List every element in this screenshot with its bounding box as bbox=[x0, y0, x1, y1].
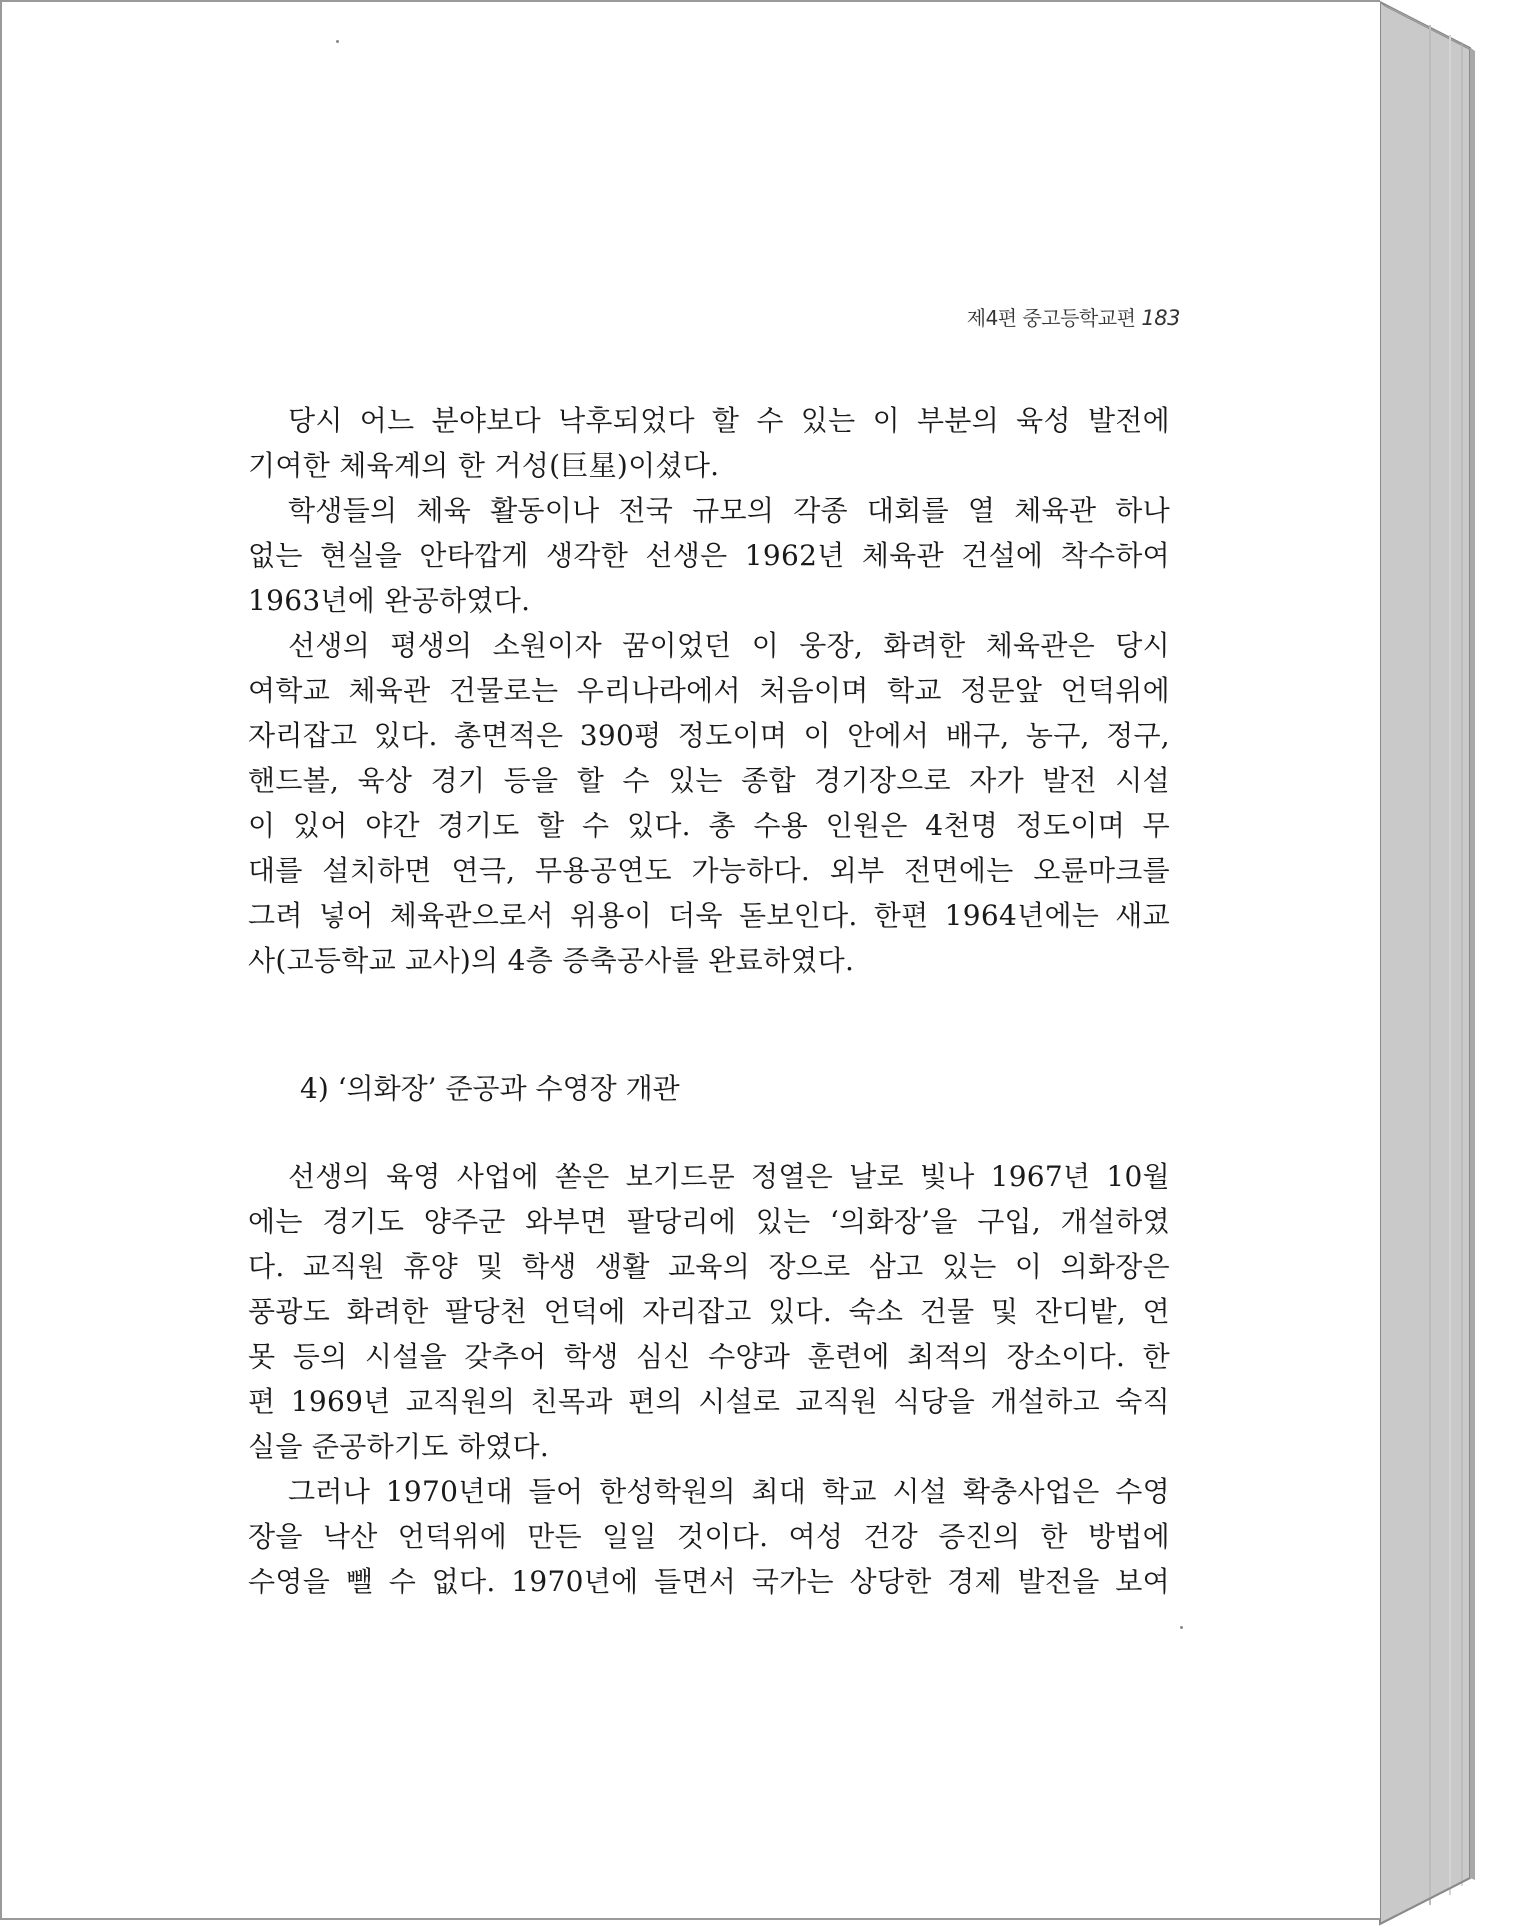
section-heading: 4) ‘의화장’ 준공과 수영장 개관 bbox=[300, 1072, 680, 1105]
text-line: 에는 경기도 양주군 와부면 팔당리에 있는 ‘의화장’을 구입, 개설하였 bbox=[248, 1205, 1170, 1238]
text-line: 그러나 1970년대 들어 한성학원의 최대 학교 시설 확충사업은 수영 bbox=[288, 1475, 1170, 1508]
text-line: 대를 설치하면 연극, 무용공연도 가능하다. 외부 전면에는 오륜마크를 bbox=[248, 854, 1170, 887]
text-line: 기여한 체육계의 한 거성(巨星)이셨다. bbox=[248, 449, 720, 482]
text-line: 핸드볼, 육상 경기 등을 할 수 있는 종합 경기장으로 자가 발전 시설 bbox=[248, 764, 1170, 797]
body-text-block-1 bbox=[248, 398, 1170, 983]
text-line: 1963년에 완공하였다. bbox=[248, 584, 531, 617]
text-line: 없는 현실을 안타깝게 생각한 선생은 1962년 체육관 건설에 착수하여 bbox=[248, 539, 1170, 572]
text-line: 그려 넣어 체육관으로서 위용이 더욱 돋보인다. 한편 1964년에는 새교 bbox=[248, 899, 1170, 932]
text-line: 실을 준공하기도 하였다. bbox=[248, 1430, 550, 1463]
running-title: 제4편 중고등학교편 bbox=[966, 306, 1136, 330]
text-line: 선생의 평생의 소원이자 꿈이었던 이 웅장, 화려한 체육관은 당시 bbox=[288, 629, 1170, 662]
text-line: 수영을 뺄 수 없다. 1970년에 들면서 국가는 상당한 경제 발전을 보여 bbox=[248, 1565, 1170, 1598]
body-text-block-2 bbox=[248, 1154, 1170, 1604]
text-line: 편 1969년 교직원의 친목과 편의 시설로 교직원 식당을 개설하고 숙직 bbox=[248, 1385, 1170, 1418]
text-line: 다. 교직원 휴양 및 학생 생활 교육의 장으로 삼고 있는 이 의화장은 bbox=[248, 1250, 1170, 1283]
text-line: 선생의 육영 사업에 쏟은 보기드문 정열은 날로 빛나 1967년 10월 bbox=[288, 1160, 1170, 1193]
scan-speck bbox=[336, 40, 339, 43]
text-line: 못 등의 시설을 갖추어 학생 심신 수양과 훈련에 최적의 장소이다. 한 bbox=[248, 1340, 1170, 1373]
text-line: 학생들의 체육 활동이나 전국 규모의 각종 대회를 열 체육관 하나 bbox=[288, 494, 1170, 527]
page-number: 183 bbox=[1141, 306, 1180, 330]
scan-speck bbox=[1180, 1626, 1183, 1629]
text-line: 자리잡고 있다. 총면적은 390평 정도이며 이 안에서 배구, 농구, 정구, bbox=[248, 719, 1170, 752]
text-line: 이 있어 야간 경기도 할 수 있다. 총 수용 인원은 4천명 정도이며 무 bbox=[248, 809, 1170, 842]
text-line: 장을 낙산 언덕위에 만든 일일 것이다. 여성 건강 증진의 한 방법에 bbox=[248, 1520, 1170, 1553]
text-line: 여학교 체육관 건물로는 우리나라에서 처음이며 학교 정문앞 언덕위에 bbox=[248, 674, 1170, 707]
text-line: 사(고등학교 교사)의 4층 증축공사를 완료하였다. bbox=[248, 944, 855, 977]
running-header bbox=[760, 302, 1180, 331]
text-line: 풍광도 화려한 팔당천 언덕에 자리잡고 있다. 숙소 건물 및 잔디밭, 연 bbox=[248, 1295, 1170, 1328]
text-line: 당시 어느 분야보다 낙후되었다 할 수 있는 이 부분의 육성 발전에 bbox=[288, 404, 1170, 437]
